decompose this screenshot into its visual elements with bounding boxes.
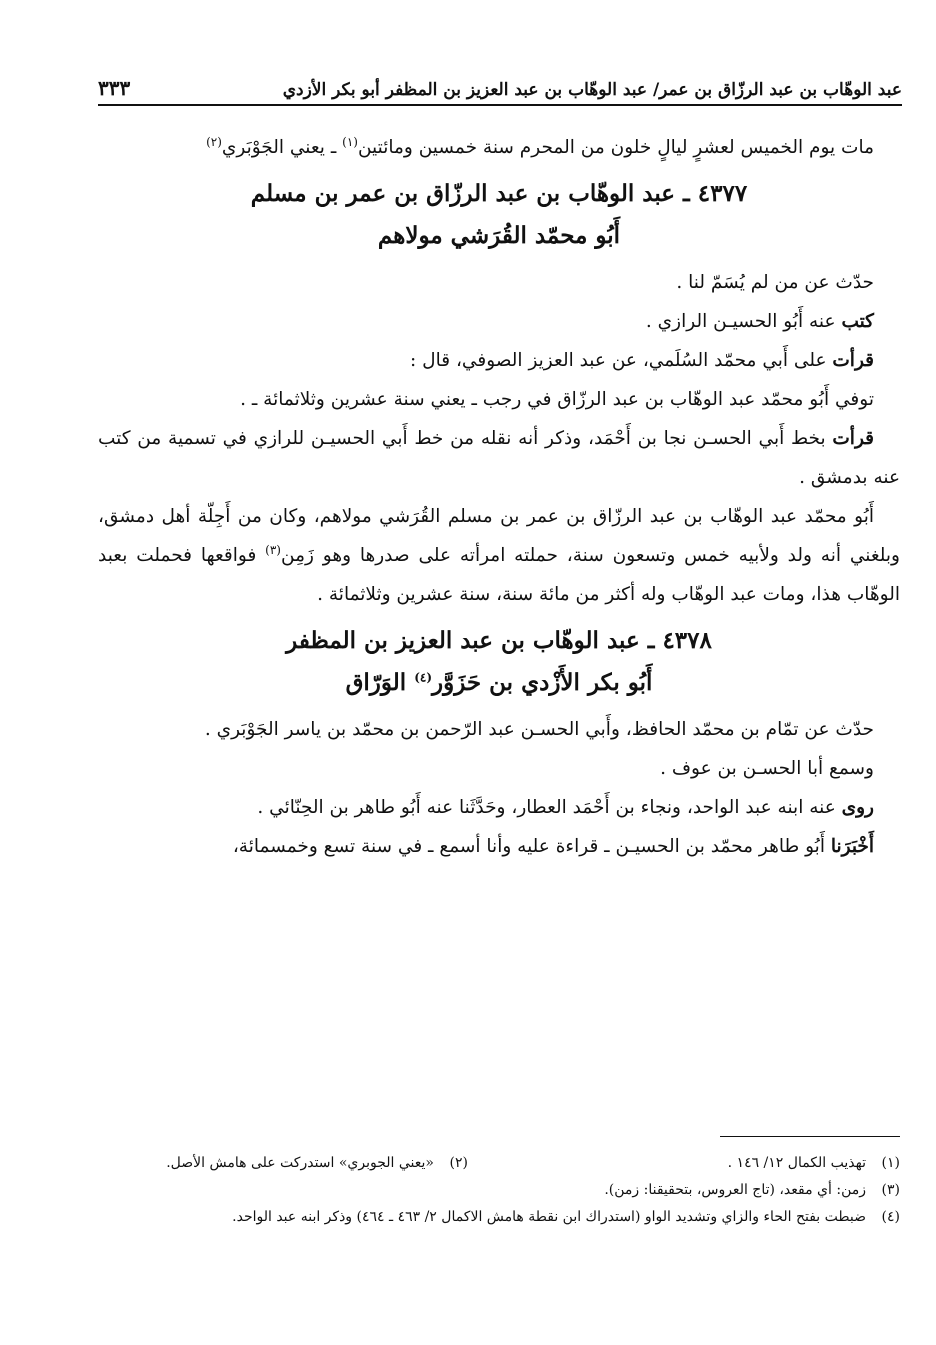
entry-4378-heading	[98, 620, 900, 704]
paragraph-text: أَبُو طاهر محمّد بن الحسيـن ـ قراءة عليه وأنا أسمع ـ في سنة تسع وخمسمائة،	[232, 836, 831, 857]
entry-4377-paragraph: توفي أَبُو محمّد عبد الوهّاب بن عبد الرزّاق في رجب ـ يعني سنة عشرين وثلاثمائة ـ .	[240, 389, 874, 410]
footnote-row	[36, 1150, 900, 1177]
footnote-text: تهذيب الكمال ١٢/ ١٤٦ .	[727, 1155, 866, 1171]
paragraph-text: فواقعها فحملت بعبد الوهّاب هذا، ومات عبد الوهّاب وله أكثر من مائة سنة، سنة عشرين وثلاثمائة .	[98, 545, 900, 605]
paragraph-text: عنه أَبُو الحسيـن الرازي .	[645, 311, 842, 332]
page-header	[98, 62, 902, 106]
paragraph-text: بخط أَبي الحسـن نجا بن أَحْمَد، وذكر أنه نقله من خط أَبي الحسيـن للرازي في تسمية من كتب عنه بدمشق .	[98, 428, 900, 488]
entry-4377-paragraph	[98, 302, 900, 341]
paragraph-text: أَبُو محمّد عبد الوهّاب بن عبد الرزّاق بن عمر بن مسلم القُرَشي مولاهم، وكان من أَجِلّة أهل دمشق، وبلغني أنه ولد ولأبيه خمس وتسعون سنة، حملته امرأته على صدرها وهو زَمِن	[98, 506, 900, 566]
page-number: ٣٣٣	[98, 76, 131, 100]
keyword: قرأت	[832, 350, 874, 371]
entry-4377-paragraph	[98, 419, 900, 497]
entry-4377-paragraph	[98, 341, 900, 380]
footnote-2	[36, 1150, 468, 1177]
entry-4378-title: ٤٣٧٨ ـ عبد الوهّاب بن عبد العزيز بن المظفر	[286, 627, 712, 654]
keyword: قرأت	[832, 428, 874, 449]
footnote-ref-2: (٢)	[206, 134, 222, 149]
entry-4377-title: ٤٣٧٧ ـ عبد الوهّاب بن عبد الرزّاق بن عمر بن مسلم	[250, 180, 748, 207]
entry-4378-subtitle	[98, 662, 900, 704]
intro-text-2: ـ يعني الجَوْبَري	[221, 137, 343, 158]
entry-4377-paragraph: حدّث عن من لم يُسَمّ لنا .	[676, 272, 874, 293]
keyword: كتب	[841, 311, 874, 332]
footnote-divider	[720, 1136, 900, 1137]
running-title: عبد الوهّاب بن عبد الرزّاق بن عمر/ عبد الوهّاب بن عبد العزيز بن المظفر أبو بكر الأزدي	[282, 80, 902, 100]
footnote-number: (١)	[881, 1155, 900, 1171]
subtitle-text: أَبُو بكر الأَزْدي بن حَزَوَّر	[432, 669, 653, 696]
main-text	[98, 128, 900, 866]
entry-4378-paragraph: حدّث عن تمّام بن محمّد الحافظ، وأَبي الحسـن عبد الرّحمن بن محمّد بن ياسر الجَوْبَري .	[204, 719, 874, 740]
paragraph-text: عنه ابنه عبد الواحد، ونجاء بن أَحْمَد العطار، وحَدَّثَنا عنه أَبُو طاهر بن الحِنّائي .	[257, 797, 842, 818]
footnote-text: «يعني الجوبري» استدركت على هامش الأصل.	[166, 1155, 434, 1171]
keyword: روى	[841, 797, 874, 818]
intro-text: مات يوم الخميس لعشرٍ ليالٍ خلون من المحرم سنة خمسين ومائتين	[357, 137, 874, 158]
entry-4377-subtitle: أَبُو محمّد القُرَشي مولاهم	[377, 222, 621, 249]
intro-paragraph	[98, 128, 900, 167]
entry-4377-paragraph	[98, 497, 900, 614]
entry-4378-paragraph	[98, 827, 900, 866]
subtitle-text: الوَرّاق	[345, 669, 415, 696]
entry-4378-paragraph	[98, 788, 900, 827]
footnote-text: ضبطت بفتح الحاء والزاي وتشديد الواو (استدراك ابن نقطة هامش الاكمال ٢/ ٤٦٣ ـ ٤٦٤) وذكر ابنه عبد الواحد.	[232, 1209, 866, 1225]
footnote-ref-3: (٣)	[265, 542, 281, 557]
entry-4378-paragraph: وسمع أبا الحسـن بن عوف .	[660, 758, 874, 779]
footnote-3	[36, 1177, 900, 1204]
footnote-ref-4: (٤)	[414, 670, 433, 685]
footnote-4	[36, 1204, 900, 1231]
footnote-number: (٣)	[881, 1182, 900, 1198]
footnote-number: (٤)	[881, 1209, 900, 1225]
keyword: أَخْبَرَنا	[830, 836, 874, 857]
footnote-number: (٢)	[449, 1155, 468, 1171]
footnote-1	[468, 1150, 900, 1177]
footnote-ref-1: (١)	[342, 134, 358, 149]
entry-4377-heading	[98, 173, 900, 257]
footnote-text: زمن: أي مقعد، (تاج العروس، بتحقيقنا: زمن).	[604, 1182, 866, 1198]
footnotes	[36, 1150, 900, 1231]
paragraph-text: على أَبي محمّد السُلَمي، عن عبد العزيز الصوفي، قال :	[410, 350, 833, 371]
